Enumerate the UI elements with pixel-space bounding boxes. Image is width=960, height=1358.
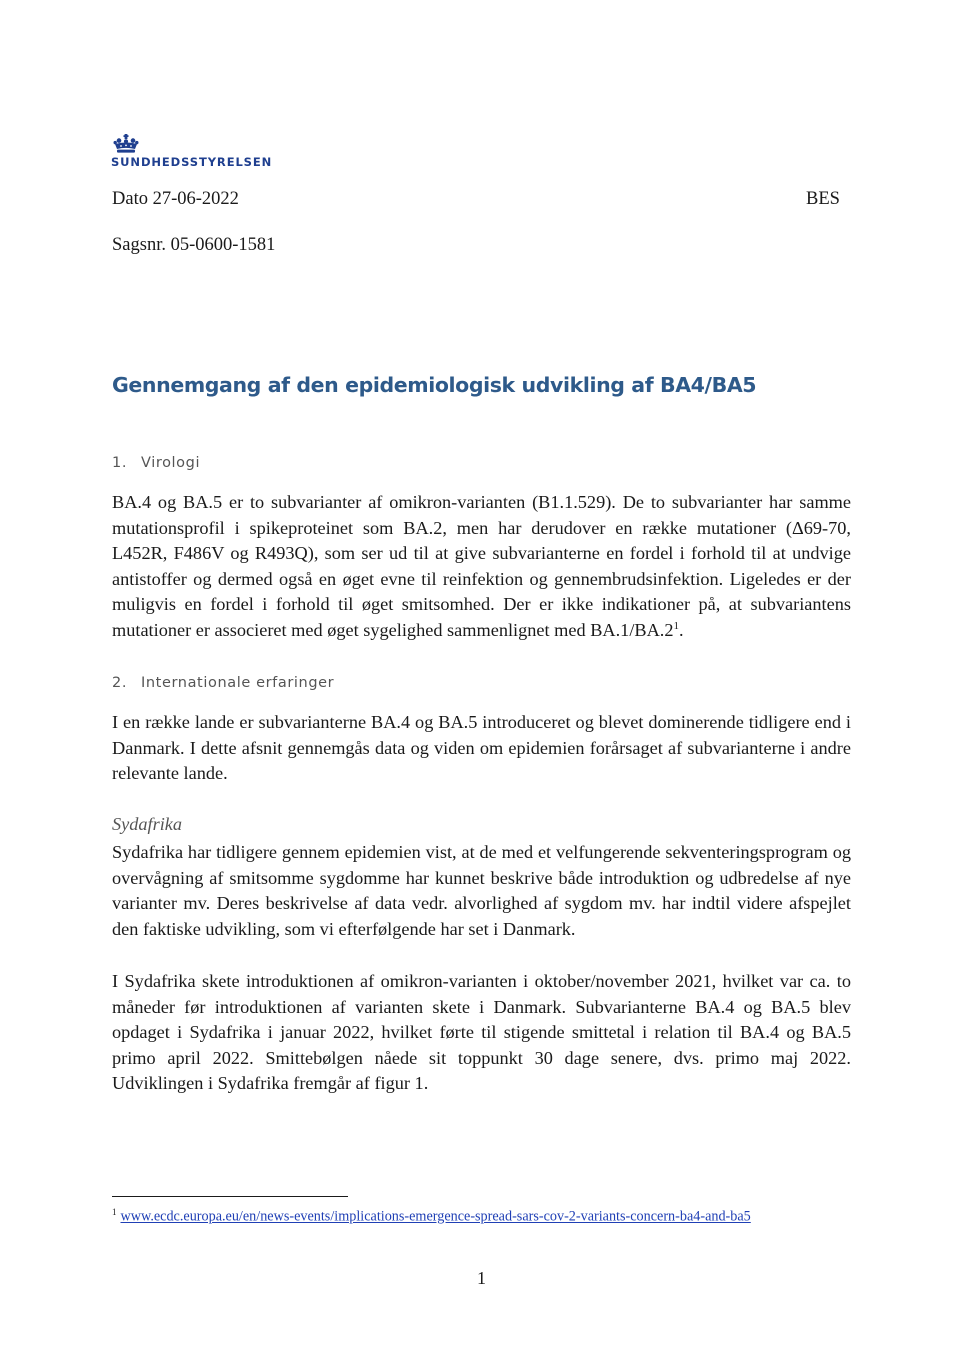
- footnote-marker: 1: [112, 1207, 117, 1217]
- section-number: 1.: [112, 455, 128, 471]
- subheading-sydafrika: Sydafrika: [112, 814, 183, 834]
- page-title: Gennemgang af den epidemiologisk udvikling af BA4/BA5: [112, 373, 757, 397]
- section-number: 2.: [112, 675, 128, 691]
- footnote-link[interactable]: www.ecdc.europa.eu/en/news-events/implications-emergence-spread-sars-cov-2-variants-concern-ba4-and-ba5: [120, 1208, 751, 1225]
- paragraph-text: BA.4 og BA.5 er to subvarianter af omikron-varianten (B1.1.529). De to subvarianter har samme mutationsprofil i spikeproteinet som BA.2, men har derudover en række mutationer (Δ69-70, L452R, F486V og R493Q), som ser ud til at give subvarianterne en fordel i forhold til at undvige antistoffer og dermed også en øget evne til reinfektion og gennembrudsinfektion. Ligeledes er der muligvis en fordel i forhold til øget smitsomhed. Der er ikke indikationer på, at subvariantens mutationer er associeret med øget sygelighed sammenlignet med BA.1/BA.2: [112, 492, 851, 640]
- section-title: Internationale erfaringer: [141, 675, 335, 691]
- paragraph-internationale: I en række lande er subvarianterne BA.4 og BA.5 introduceret og blevet dominerende tidligere end i Danmark. I dette afsnit gennemgås data og viden om epidemien forårsaget af subvarianterne i andre relevante lande.: [112, 712, 851, 784]
- footnote: [112, 1207, 872, 1226]
- author-initials: BES: [806, 189, 840, 209]
- case-number: Sagsnr. 05-0600-1581: [112, 235, 276, 255]
- crown-icon: [113, 134, 139, 154]
- paragraph-end: .: [679, 619, 684, 640]
- paragraph-sydafrika-2: I Sydafrika skete introduktionen af omikron-varianten i oktober/november 2021, hvilket var ca. to måneder før introduktionen af varianten skete i Danmark. Subvarianterne BA.4 og BA.5 blev opdaget i Sydafrika i januar 2022, hvilket førte til stigende smittetal i relation til BA.4 og BA.5 primo april 2022. Smittebølgen nåede sit toppunkt 30 dage senere, dvs. primo maj 2022. Udviklingen i Sydafrika fremgår af figur 1.: [112, 971, 851, 1094]
- section-heading-virologi: [112, 455, 200, 471]
- page-number: 1: [477, 1268, 486, 1288]
- footnote-divider: [112, 1196, 348, 1197]
- logo: [111, 134, 311, 169]
- section-heading-internationale: [112, 675, 334, 691]
- paragraph-virologi: [112, 490, 851, 644]
- org-name: SUNDHEDSSTYRELSEN: [111, 155, 273, 169]
- footnote-reference[interactable]: 1: [673, 619, 680, 632]
- document-date: Dato 27-06-2022: [112, 189, 239, 209]
- section-title: Virologi: [141, 455, 201, 471]
- paragraph-sydafrika-1: Sydafrika har tidligere gennem epidemien vist, at de med et velfungerende sekventeringsprogram og overvågning af smitsomme sygdomme har kunnet beskrive både introduktion og udbredelse af nye varianter mv. Deres beskrivelse af data vedr. alvorlighed af sygdom mv. har indtil videre afspejlet den faktiske udvikling, som vi efterfølgende har set i Danmark.: [112, 842, 851, 939]
